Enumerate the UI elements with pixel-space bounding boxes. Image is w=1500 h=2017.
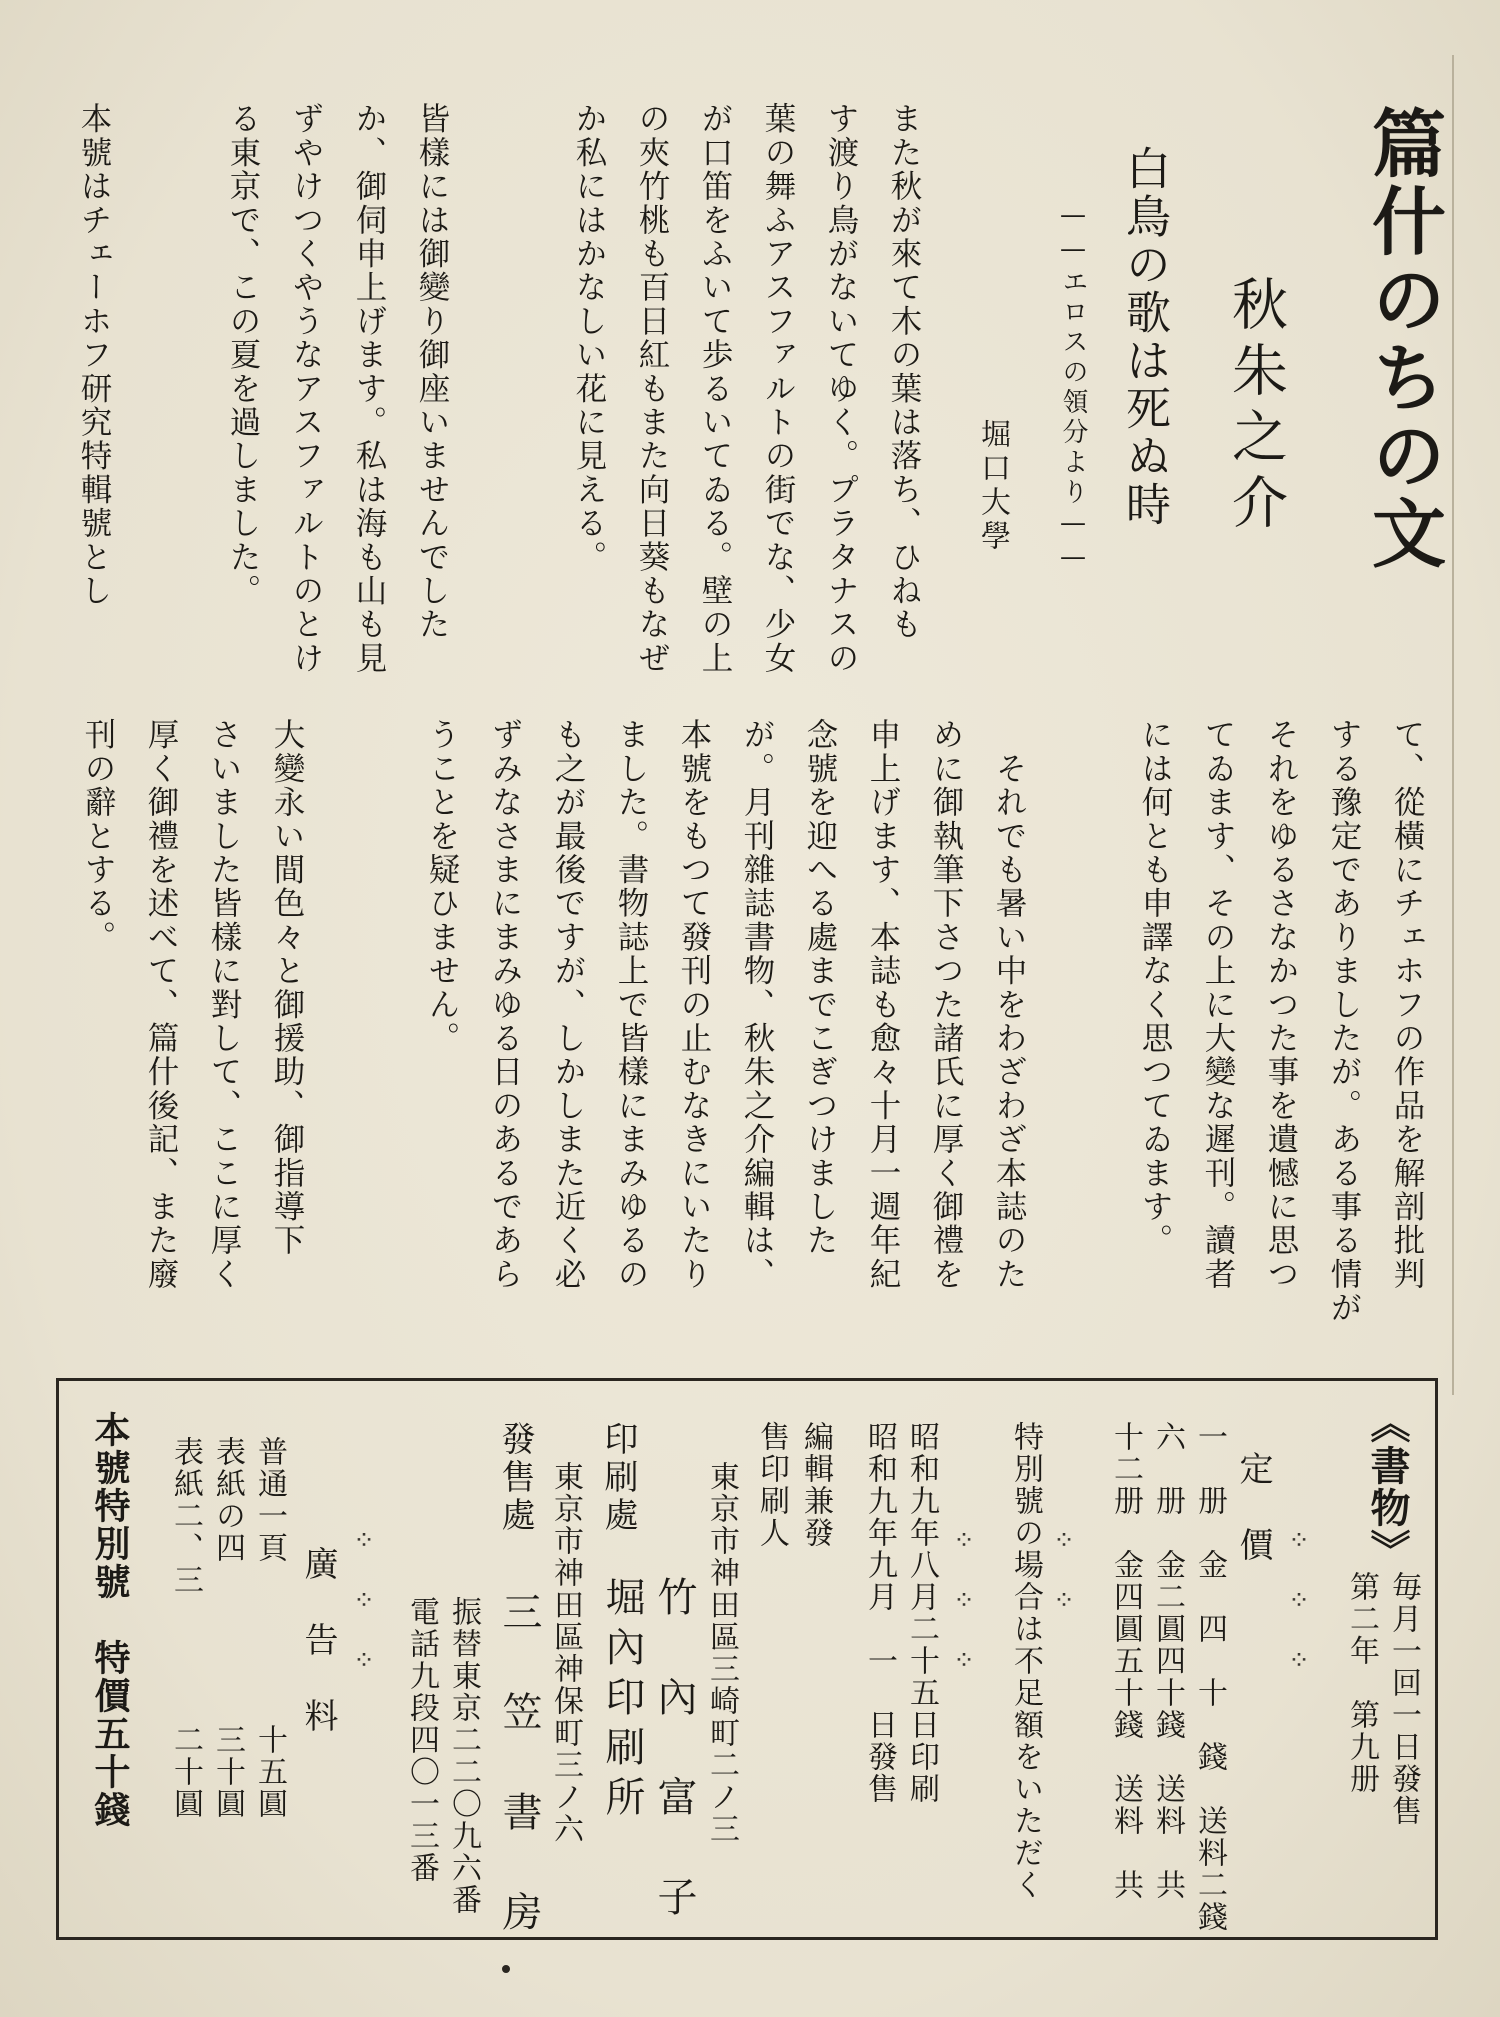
article-title: 白鳥の歌は死ぬ時 bbox=[1118, 145, 1171, 529]
article-line: の夾竹桃も百日紅もまた向日葵もなぜ bbox=[634, 102, 670, 675]
article-subtitle: ——エロスの領分より—— bbox=[1058, 200, 1088, 576]
paragraph-line: 本號はチェーホフ研究特輯號とし bbox=[76, 102, 112, 608]
ornament: ⁘ bbox=[1049, 1586, 1079, 1616]
ornament: ⁘ bbox=[949, 1526, 979, 1556]
text-line: が。月刊雜誌書物、秋朱之介編輯は、 bbox=[739, 718, 775, 1291]
text-line: うことを疑ひません。 bbox=[424, 718, 460, 1055]
ornament: ⁘ bbox=[349, 1646, 379, 1676]
text-line: 大變永い間色々と御援助、御指導下 bbox=[269, 718, 305, 1258]
transfer-account: 振替東京二二〇九六番 bbox=[446, 1596, 481, 1916]
section-title: 篇什のちの文 bbox=[1360, 105, 1446, 573]
page-mark-dot bbox=[502, 1965, 510, 1973]
price-row: 十二册 金四圓五十錢 送料 共 bbox=[1108, 1421, 1143, 1901]
article-line: か私にはかなしい花に見える。 bbox=[571, 102, 607, 574]
text-line: さいました皆樣に對して、ここに厚く bbox=[206, 718, 242, 1291]
text-line: も之が最後ですが、しかしまた近く必 bbox=[550, 718, 586, 1291]
price-heading: 定 價 bbox=[1233, 1451, 1273, 1565]
article-author: 堀口大學 bbox=[975, 418, 1010, 554]
editor-address: 東京市神田區三崎町二ノ三 bbox=[704, 1461, 739, 1845]
price-row: 一 册 金 四 十 錢 送料二錢 bbox=[1192, 1421, 1227, 1933]
text-line: 刊の辭とする。 bbox=[80, 718, 116, 954]
phone-number: 電話九段四〇一三番 bbox=[404, 1596, 439, 1884]
ornament: ⁘ bbox=[1284, 1646, 1314, 1676]
text-line: 申上げます、本誌も愈々十月一週年紀 bbox=[865, 718, 901, 1291]
special-price: 本號特別號 特價五十錢 bbox=[89, 1411, 131, 1829]
published-date: 昭和九年九月 一 日發售 bbox=[862, 1421, 897, 1805]
printed-date: 昭和九年八月二十五日印刷 bbox=[904, 1421, 939, 1805]
ornament: ⁘ bbox=[1049, 1526, 1079, 1556]
text-line: 厚く御禮を述べて、篇什後記、また廢 bbox=[143, 718, 179, 1291]
section-author: 秋朱之介 bbox=[1223, 275, 1288, 539]
printer-label: 印刷處 bbox=[598, 1421, 638, 1535]
publisher-name: 三 笠 書 房 bbox=[496, 1591, 542, 1941]
publisher-address: 東京市神田區神保町三ノ六 bbox=[548, 1461, 583, 1845]
text-line: てゐます、その上に大變な遲刊。讀者 bbox=[1200, 718, 1236, 1291]
paragraph-line: ずやけつくやうなアスファルトのとけ bbox=[288, 102, 324, 675]
text-line: ずみなさまにまみゆる日のあるであら bbox=[487, 718, 523, 1291]
colophon-box bbox=[56, 1378, 1438, 1940]
text-line: めに御執筆下さつた諸氏に厚く御禮を bbox=[928, 718, 964, 1291]
frequency: 毎月一回一日發售 bbox=[1386, 1571, 1421, 1827]
ad-rate-row: 表紙二、三 二十圓 bbox=[168, 1436, 203, 1820]
volume: 第二年 第九册 bbox=[1344, 1571, 1379, 1795]
ad-rate-row: 普通一頁 十五圓 bbox=[252, 1436, 287, 1820]
text-line: て、從橫にチェホフの作品を解剖批判 bbox=[1389, 718, 1425, 1291]
ornament: ⁘ bbox=[349, 1586, 379, 1616]
paragraph-line: 皆樣には御變り御座いませんでした bbox=[414, 102, 450, 642]
text-line: には何とも申譯なく思つてゐます。 bbox=[1137, 718, 1173, 1258]
paragraph-line: か、御伺申上げます。私は海も山も見 bbox=[351, 102, 387, 675]
ornament: ⁘ bbox=[949, 1586, 979, 1616]
text-line: 念號を迎へる處までこぎつけました bbox=[802, 718, 838, 1258]
text-line: する豫定でありましたが。ある事る情が bbox=[1326, 718, 1362, 1325]
publisher-label: 發售處 bbox=[495, 1421, 535, 1535]
editor-label: 編輯兼發 售印刷人 bbox=[754, 1421, 833, 1549]
magazine-title: 《書物》 bbox=[1364, 1403, 1411, 1571]
special-issue-note: 特別號の場合は不足額をいただく bbox=[1008, 1421, 1043, 1901]
article-line: す渡り鳥がないてゆく。プラタナスの bbox=[823, 102, 859, 675]
printer-name: 堀內印刷所 bbox=[599, 1576, 645, 1826]
editor-name: 竹 內 富 子 bbox=[651, 1576, 697, 1926]
text-line: それでも暑い中をわざわざ本誌のた bbox=[991, 718, 1027, 1291]
price-row: 六 册 金二圓四十錢 送料 共 bbox=[1150, 1421, 1185, 1901]
text-line: ました。書物誌上で皆樣にまみゆるの bbox=[613, 718, 649, 1291]
ad-heading: 廣 告 料 bbox=[298, 1546, 338, 1736]
ornament: ⁘ bbox=[949, 1646, 979, 1676]
article-line: また秋が來て木の葉は落ち、ひねも bbox=[886, 102, 922, 642]
ornament: ⁘ bbox=[1284, 1526, 1314, 1556]
text-line: それをゆるさなかつた事を遺憾に思つ bbox=[1263, 718, 1299, 1291]
ornament: ⁘ bbox=[1284, 1586, 1314, 1616]
article-line: 葉の舞ふアスファルトの街でな、少女 bbox=[760, 102, 796, 675]
text-line: 本號をもつて發刊の止むなきにいたり bbox=[676, 718, 712, 1291]
paragraph-line: る東京で、この夏を過しました。 bbox=[225, 102, 261, 608]
ad-rate-row: 表紙の四 三十圓 bbox=[210, 1436, 245, 1820]
article-line: が口笛をふいて歩るいてゐる。壁の上 bbox=[697, 102, 733, 675]
ornament: ⁘ bbox=[349, 1526, 379, 1556]
